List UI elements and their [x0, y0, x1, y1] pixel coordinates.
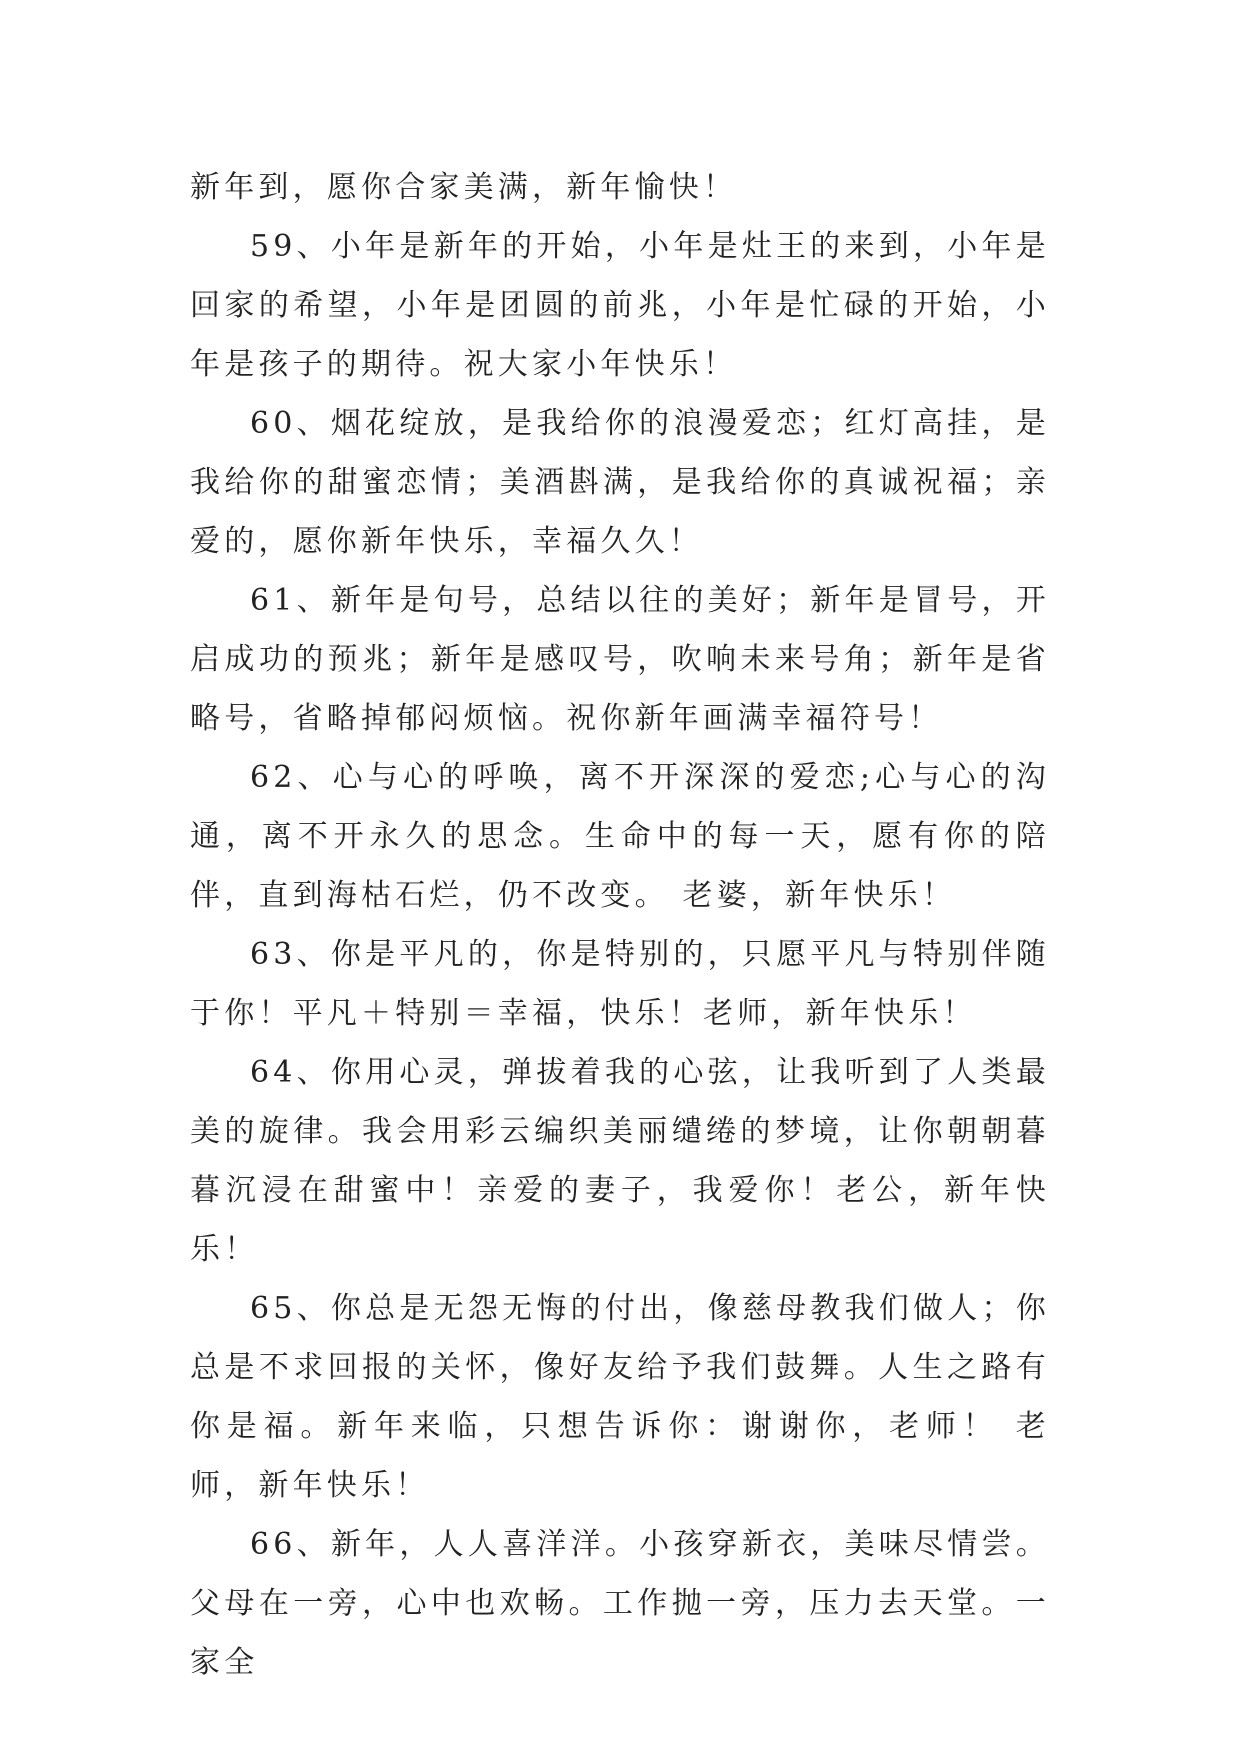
paragraph-61: 61、新年是句号，总结以往的美好；新年是冒号，开启成功的预兆；新年是感叹号，吹响未来号角；新年是省略号，省略掉郁闷烦恼。祝你新年画满幸福符号！ — [190, 583, 1050, 736]
paragraph-65: 65、你总是无怨无悔的付出，像慈母教我们做人；你总是不求回报的关怀，像好友给予我们鼓舞。人生之路有你是福。新年来临，只想告诉你：谢谢你，老师！ 老师，新年快乐！ — [190, 1291, 1050, 1503]
paragraph-64: 64、你用心灵，弹拔着我的心弦，让我听到了人类最美的旋律。我会用彩云编织美丽缱绻的梦境，让你朝朝暮暮沉浸在甜蜜中！亲爱的妻子，我爱你！老公，新年快乐！ — [190, 1055, 1050, 1267]
paragraph-60: 60、烟花绽放，是我给你的浪漫爱恋；红灯高挂，是我给你的甜蜜恋情；美酒斟满，是我给你的真诚祝福；亲爱的，愿你新年快乐，幸福久久！ — [190, 406, 1050, 559]
paragraph-62: 62、心与心的呼唤，离不开深深的爱恋;心与心的沟通，离不开永久的思念。生命中的每一天，愿有你的陪伴，直到海枯石烂，仍不改变。 老婆，新年快乐！ — [190, 760, 1050, 913]
paragraph-63: 63、你是平凡的，你是特别的，只愿平凡与特别伴随于你！平凡＋特别＝幸福，快乐！老师，新年快乐！ — [190, 937, 1050, 1031]
paragraph-58-continued: 新年到，愿你合家美满，新年愉快！ — [190, 170, 738, 205]
paragraph-59: 59、小年是新年的开始，小年是灶王的来到，小年是回家的希望，小年是团圆的前兆，小年是忙碌的开始，小年是孩子的期待。祝大家小年快乐！ — [190, 229, 1050, 382]
paragraph-66: 66、新年，人人喜洋洋。小孩穿新衣，美味尽情尝。父母在一旁，心中也欢畅。工作抛一旁，压力去天堂。一家全 — [190, 1527, 1050, 1680]
document-body — [190, 158, 1050, 1692]
